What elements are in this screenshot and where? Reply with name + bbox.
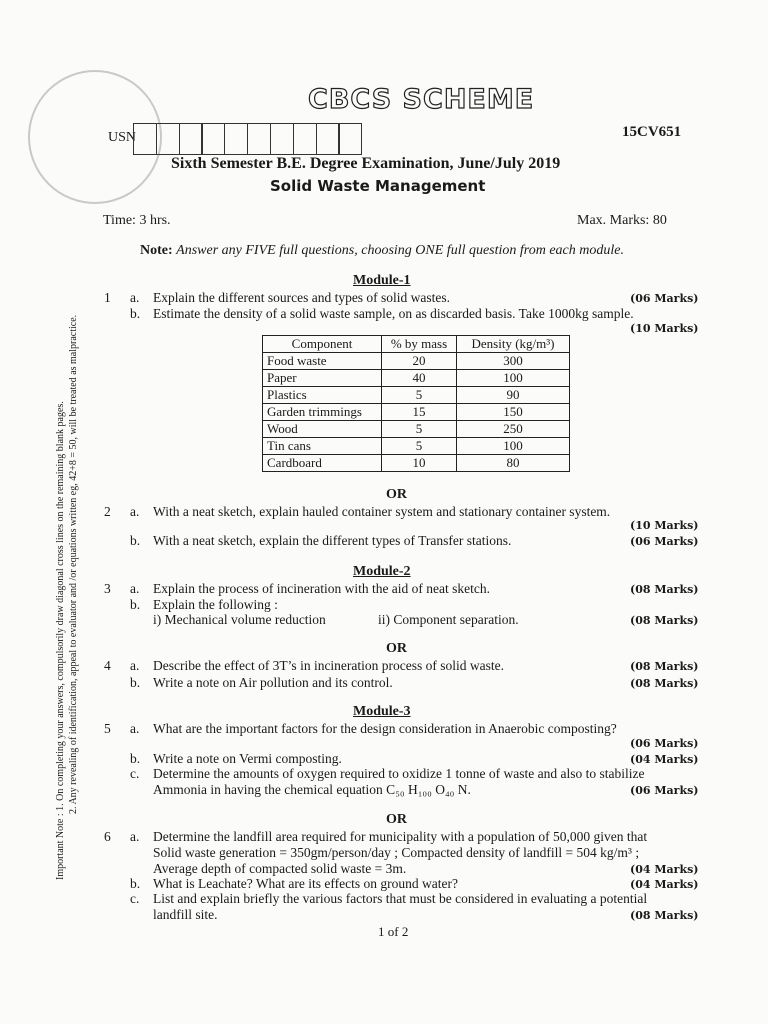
q4a-marks: (08 Marks) [630, 660, 699, 673]
or-divider: OR [386, 812, 407, 827]
table-row [263, 421, 570, 438]
subject-code: 15CV651 [622, 124, 682, 140]
q5a-text: What are the important factors for the design consideration in Anaerobic composting? [153, 721, 617, 736]
table-row [263, 455, 570, 472]
q4b-marks: (08 Marks) [630, 677, 699, 690]
q4-number: 4 [104, 658, 111, 673]
q6-number: 6 [104, 829, 111, 844]
subject-title: Solid Waste Management [270, 177, 486, 195]
module-3-title: Module-3 [353, 704, 411, 719]
q2b-text: With a neat sketch, explain the different types of Transfer stations. [153, 533, 512, 548]
table-row [263, 387, 570, 404]
q2a-label: a. [130, 504, 140, 519]
q4a-text: Describe the effect of 3T’s in incineration process of solid waste. [153, 658, 505, 673]
instruction-note: Note: Answer any FIVE full questions, choosing ONE full question from each module. [140, 243, 624, 258]
table-header-row [263, 336, 570, 353]
time-allowed: Time: 3 hrs. [103, 213, 171, 228]
table-row [263, 370, 570, 387]
q6a-text-2: Solid waste generation = 350gm/person/day ; Compacted density of landfill = 504 kg/m³ ; [153, 845, 640, 860]
scheme-logo: CBCS SCHEME [308, 84, 535, 115]
usn-label: USN [108, 130, 137, 145]
q1b-text: Estimate the density of a solid waste sample, on as discarded basis. Take 1000kg sample. [153, 306, 634, 321]
instruction-text: Answer any FIVE full questions, choosing ONE full question from each module. [176, 243, 624, 258]
or-divider: OR [386, 487, 407, 502]
side-note [54, 230, 80, 880]
or-divider: OR [386, 641, 407, 656]
table-cell: 90 [457, 387, 570, 404]
q2b-marks: (06 Marks) [630, 535, 699, 548]
q5c-text-2: Ammonia in having the chemical equation C₅₀ H₁₀₀ O₄₀ N. [153, 782, 471, 797]
q5a-label: a. [130, 721, 140, 736]
q1a-text: Explain the different sources and types of solid wastes. [153, 290, 451, 305]
q3a-label: a. [130, 581, 140, 596]
table-cell: 100 [457, 438, 570, 455]
q2a-marks: (10 Marks) [630, 519, 699, 532]
table-cell: Wood [263, 421, 382, 438]
table-row [263, 404, 570, 421]
table-cell: 5 [382, 387, 457, 404]
table-header: Density (kg/m³) [457, 336, 570, 353]
density-table [262, 335, 570, 472]
table-cell: 100 [457, 370, 570, 387]
q6a-marks: (04 Marks) [630, 863, 699, 876]
q6c-text-1: List and explain briefly the various factors that must be considered in evaluating a potential [153, 891, 648, 906]
q3b-ii: ii) Component separation. [378, 612, 519, 627]
q1b-marks: (10 Marks) [630, 322, 699, 335]
q3-number: 3 [104, 581, 111, 596]
q1b-label: b. [130, 306, 141, 321]
q2b-label: b. [130, 533, 141, 548]
q3b-marks: (08 Marks) [630, 614, 699, 627]
table-row [263, 438, 570, 455]
q6c-label: c. [130, 891, 140, 906]
side-note-line1: Important Note : 1. On completing your answers, compulsorily draw diagonal cross lines on the remaining blank pages. [55, 401, 66, 880]
q5c-label: c. [130, 766, 140, 781]
table-cell: 10 [382, 455, 457, 472]
q1-number: 1 [104, 290, 111, 305]
q2a-text: With a neat sketch, explain hauled container system and stationary container system. [153, 504, 611, 519]
page-number: 1 of 2 [378, 924, 409, 939]
module-2-title: Module-2 [353, 564, 411, 579]
exam-title: Sixth Semester B.E. Degree Examination, June/July 2019 [171, 155, 561, 172]
q1a-marks: (06 Marks) [630, 292, 699, 305]
q6a-text-3: Average depth of compacted solid waste = 3m. [153, 861, 407, 876]
q5c-text-1: Determine the amounts of oxygen required to oxidize 1 tonne of waste and also to stabilize [153, 766, 645, 781]
table-cell: 40 [382, 370, 457, 387]
table-row [263, 353, 570, 370]
table-cell: Plastics [263, 387, 382, 404]
table-cell: 5 [382, 421, 457, 438]
q3b-text: Explain the following : [153, 597, 278, 612]
table-cell: 5 [382, 438, 457, 455]
table-cell: Tin cans [263, 438, 382, 455]
table-cell: Paper [263, 370, 382, 387]
q5-number: 5 [104, 721, 111, 736]
q1a-label: a. [130, 290, 140, 305]
module-1-title: Module-1 [353, 273, 411, 288]
table-cell: 250 [457, 421, 570, 438]
q3b-i: i) Mechanical volume reduction [153, 612, 326, 627]
table-cell: 15 [382, 404, 457, 421]
max-marks: Max. Marks: 80 [577, 213, 667, 228]
table-cell: Food waste [263, 353, 382, 370]
q5b-text: Write a note on Vermi composting. [153, 751, 342, 766]
q3b-label: b. [130, 597, 141, 612]
q3a-marks: (08 Marks) [630, 583, 699, 596]
q6b-label: b. [130, 876, 141, 891]
q4a-label: a. [130, 658, 140, 673]
q6b-marks: (04 Marks) [630, 878, 699, 891]
table-cell: 300 [457, 353, 570, 370]
table-cell: 150 [457, 404, 570, 421]
q5a-marks: (06 Marks) [630, 737, 699, 750]
q5b-marks: (04 Marks) [630, 753, 699, 766]
table-header: Component [263, 336, 382, 353]
table-cell: Cardboard [263, 455, 382, 472]
q6a-text-1: Determine the landfill area required for municipality with a population of 50,000 given that [153, 829, 648, 844]
side-note-line2: 2. Any revealing of identification, appeal to evaluator and /or equations written eg, 42+8 = 50, will be treated as malpractice. [68, 314, 79, 814]
q2-number: 2 [104, 504, 111, 519]
q6c-marks: (08 Marks) [630, 909, 699, 922]
q6c-text-2: landfill site. [153, 907, 218, 922]
table-cell: Garden trimmings [263, 404, 382, 421]
q4b-text: Write a note on Air pollution and its control. [153, 675, 393, 690]
q6a-label: a. [130, 829, 140, 844]
q5c-marks: (06 Marks) [630, 784, 699, 797]
usn-boxes[interactable] [133, 123, 361, 153]
q3a-text: Explain the process of incineration with the aid of neat sketch. [153, 581, 491, 596]
table-cell: 20 [382, 353, 457, 370]
q4b-label: b. [130, 675, 141, 690]
table-header: % by mass [382, 336, 457, 353]
table-cell: 80 [457, 455, 570, 472]
q6b-text: What is Leachate? What are its effects on ground water? [153, 876, 458, 891]
q5b-label: b. [130, 751, 141, 766]
